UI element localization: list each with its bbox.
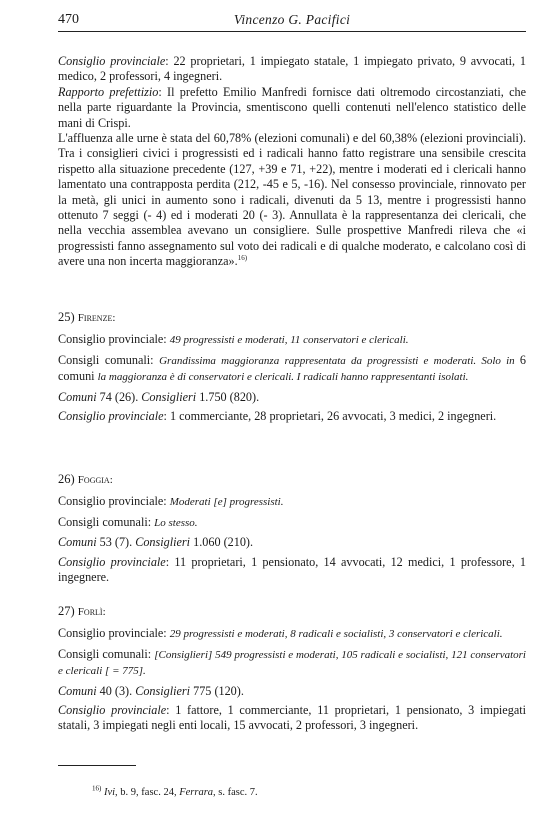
text-run: 775 (120).	[190, 683, 244, 698]
text-run: Consiglio provinciale:	[58, 494, 170, 509]
text-run: 74 (26).	[96, 389, 142, 404]
paragraph	[58, 54, 526, 85]
text-run: : 1 fattore, 1 commerciante, 11 proprietari, 1 pensionato, 3 impiegati statali, 3 impiegati negli enti locali, 15 avvocati, 2 professori, 3 ingegneri.	[58, 703, 526, 733]
italic-text: Consiglieri	[135, 535, 191, 550]
section-number: 27)	[58, 604, 75, 618]
text-run: , b. 9, fasc. 24,	[115, 787, 180, 798]
paragraph	[58, 494, 526, 510]
section-heading	[58, 310, 526, 326]
footnote-ref: 16)	[237, 254, 248, 263]
paragraph	[58, 535, 526, 550]
text-run: 53 (7).	[96, 535, 136, 550]
paragraph	[58, 131, 526, 270]
text-run: 40 (3).	[96, 683, 136, 698]
text-run: 1.060 (210).	[190, 535, 254, 550]
section	[58, 472, 526, 589]
text-run: Consiglio provinciale:	[58, 332, 170, 347]
paragraph	[58, 409, 526, 424]
italic-text: 49 progressisti e moderati, 11 conservatori e clericali.	[169, 334, 409, 347]
section	[58, 604, 526, 738]
italic-text: Consiglieri	[141, 389, 197, 404]
page-number: 470	[58, 12, 79, 27]
italic-text: Consiglio provinciale	[58, 703, 167, 718]
paragraph	[58, 332, 526, 348]
section	[58, 310, 526, 428]
paragraph	[58, 85, 526, 131]
italic-text: Consiglio provinciale	[58, 554, 166, 569]
italic-text: Consiglieri	[135, 683, 191, 698]
paragraph	[58, 626, 526, 642]
italic-text: Comuni	[58, 683, 97, 698]
italic-text: Ferrara	[179, 787, 214, 798]
section-name: Forlì:	[77, 606, 106, 618]
text-run: Consigli comunali:	[58, 514, 155, 529]
paragraph	[58, 703, 526, 734]
text-run: Consigli comunali:	[58, 352, 160, 367]
text-run: Consiglio provinciale:	[58, 626, 170, 641]
paragraph	[58, 647, 526, 680]
italic-text: 29 progressisti e moderati, 8 radicali e socialisti, 3 conservatori e clericali.	[169, 628, 503, 641]
text-run: : Il prefetto Emilio Manfredi fornisce dati oltremodo circostanziati, che nella parte riguardante la Provincia, smentiscono quelli contenuti nell'elenco statistico delle mani di Crispi.	[58, 84, 526, 130]
footnote-rule	[58, 765, 136, 766]
running-head: Vincenzo G. Pacifici	[233, 12, 351, 27]
text-run: , s. fasc. 7.	[213, 787, 258, 798]
paragraph	[58, 555, 526, 586]
section-number: 25)	[58, 310, 75, 324]
section-name: Foggia:	[77, 474, 113, 486]
section-number: 26)	[58, 472, 75, 486]
paragraph	[58, 390, 526, 405]
text-run: Consigli comunali:	[58, 646, 155, 661]
italic-text: Rapporto prefettizio	[58, 84, 159, 99]
text-run: 1.750 (820).	[196, 389, 260, 404]
italic-text: Moderati [e] progressisti.	[169, 496, 284, 509]
page-header	[58, 10, 526, 32]
text-run: L'affluenza alle urne è stata del 60,78% (elezioni comunali) e del 60,38% (elezioni provinciali). Tra i consiglieri civici i progressisti ed i radicali hanno fatto registrare una sensibile crescita rispetto alla situazione precedente (127, +39 e 71, +22), mentre i moderati ed i clericali hanno lamentato una contrapposta perdita (212, -45 e 5, -16). Nel consesso provinciale, rinnovato per la metà, gli unici in aumento sono i radicali, divenuti da 5 13, mentre i progressisti hanno ottenuto 7 seggi (- 4) ed i moderati 20 (- 3). Annullata è la rappresentanza dei clericali, che nella vecchia assemblea avevano un consigliere. Sulle prospettive Manfredi rileva che «i progressisti fanno assegnamento sul voto dei radicali e di qualche moderato, e calcolano così di avere una non incerta maggioranza».	[58, 131, 526, 269]
italic-text: Comuni	[58, 535, 97, 550]
paragraph	[58, 353, 526, 386]
text-run: 6 comuni	[58, 352, 526, 384]
footnote	[92, 785, 258, 800]
italic-text: [Consiglieri] 549 progressisti e moderati, 105 radicali e socialisti, 121 conservatori e clericali [ = 775].	[58, 648, 526, 678]
italic-text: la maggioranza è di conservatori e clericali. I radicali hanno rappresentanti isolati.	[97, 371, 469, 384]
italic-text: Grandissima maggioranza rappresentata da progressisti e moderati. Solo in	[159, 354, 520, 367]
text-run: : 1 commerciante, 28 proprietari, 26 avvocati, 3 medici, 2 ingegneri.	[163, 409, 497, 424]
footnote-ref: 16)	[92, 784, 102, 793]
italic-text: Lo stesso.	[154, 516, 198, 529]
italic-text: Consiglio provinciale	[58, 54, 166, 68]
top-block	[58, 54, 526, 270]
text-run: : 22 proprietari, 1 impiegato statale, 1 impiegato privato, 9 avvocati, 1 medico, 2 professori, 4 ingegneri.	[58, 54, 526, 84]
italic-text: Comuni	[58, 389, 97, 404]
section-heading	[58, 604, 526, 620]
section-name: Firenze:	[77, 312, 116, 324]
text-run: : 11 proprietari, 1 pensionato, 14 avvocati, 12 medici, 1 professore, 1 ingegnere.	[58, 554, 526, 585]
paragraph	[58, 684, 526, 699]
italic-text: Ivi	[103, 787, 116, 798]
paragraph	[58, 515, 526, 531]
section-heading	[58, 472, 526, 488]
italic-text: Consiglio provinciale	[58, 409, 164, 424]
